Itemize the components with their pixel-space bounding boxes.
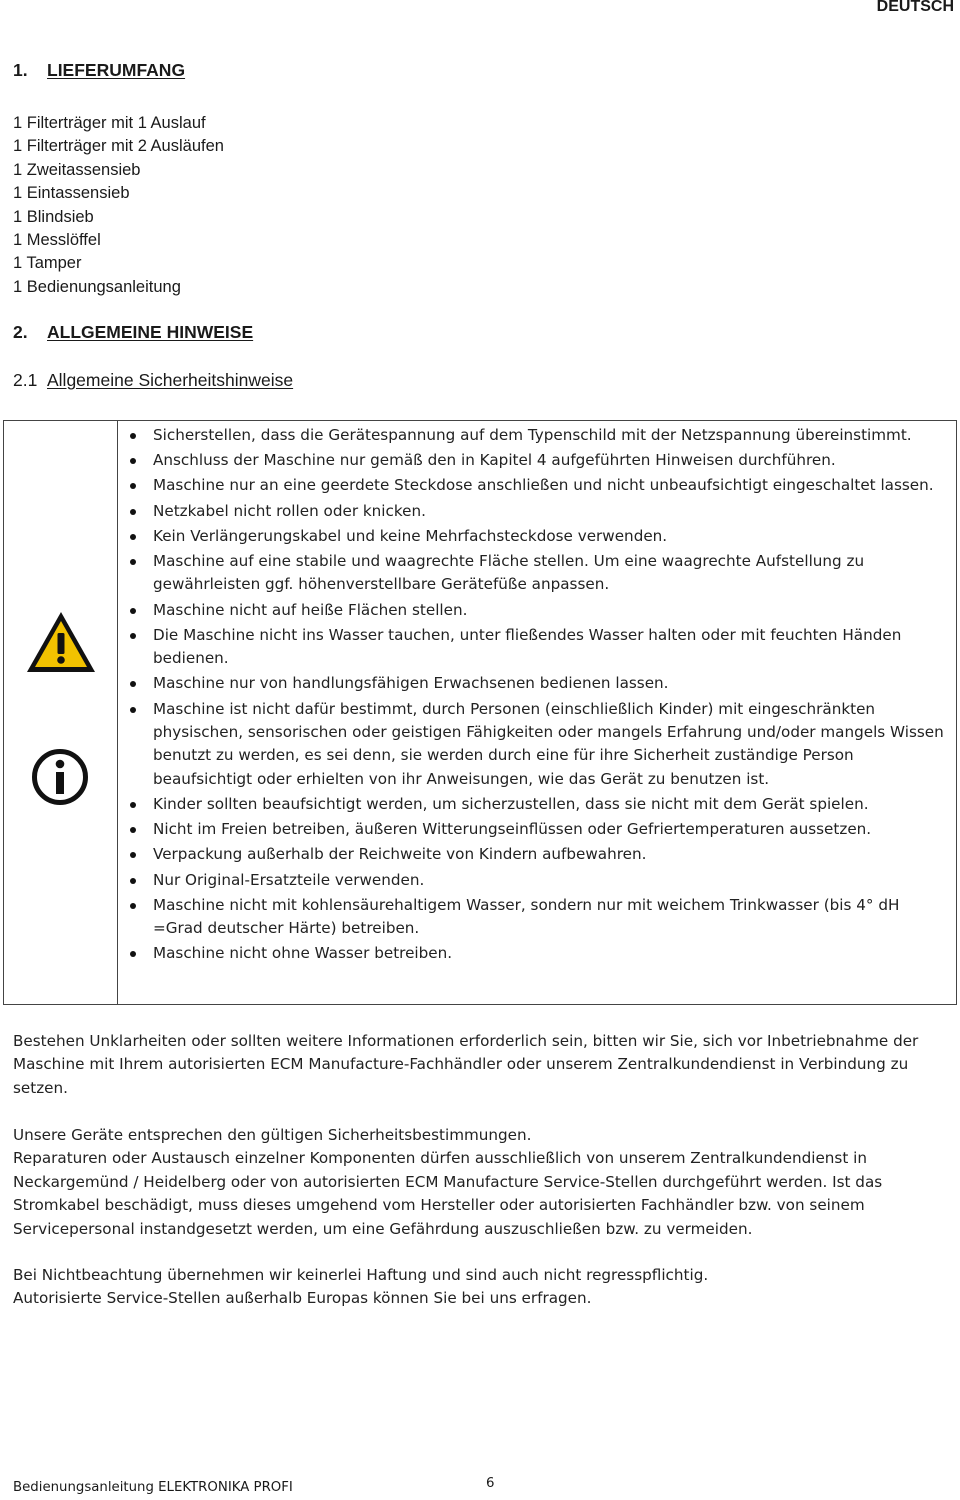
list-item: 1 Blindsieb: [13, 207, 94, 226]
bullet-dot: [130, 509, 136, 515]
safety-bullet: Kein Verlängerungskabel und keine Mehrfachsteckdose verwenden.: [128, 525, 950, 548]
section-2-number: 2.: [13, 322, 28, 342]
bullet-dot: [130, 608, 136, 614]
bullet-dot: [130, 903, 136, 909]
paragraph-line: Autorisierte Service-Stellen außerhalb Europas können Sie bei uns erfragen.: [13, 1289, 592, 1308]
info-circle-icon: [31, 748, 89, 806]
section-1-number: 1.: [13, 60, 28, 80]
safety-bullet: Die Maschine nicht ins Wasser tauchen, unter fließendes Wasser halten oder mit feuchten Händen bedienen.: [128, 624, 950, 671]
bullet-dot: [130, 458, 136, 464]
safety-bullet: Nicht im Freien betreiben, äußeren Witterungseinflüssen oder Gefriertemperaturen aussetzen.: [128, 818, 950, 841]
safety-bullet: Maschine ist nicht dafür bestimmt, durch Personen (einschließlich Kinder) mit eingeschränkten physischen, sensorischen oder geistigen Fähigkeiten oder mangels Erfahrung und/oder mangels Wissen benutzt zu werden, es sei denn, sie werden durch eine für ihre Sicherheit zuständige Person beaufsichtigt oder erhielten von ihr Anweisungen, wie das Gerät zu benutzen ist.: [128, 698, 950, 792]
safety-box-divider: [117, 420, 118, 1005]
section-2-title: ALLGEMEINE HINWEISE: [47, 322, 254, 342]
list-item: 1 Eintassensieb: [13, 184, 130, 203]
paragraph-line: Reparaturen oder Austausch einzelner Komponenten dürfen ausschließlich von unserem Zentralkundendienst in Neckargemünd / Heidelberg oder von autorisierten ECM Manufacture Service-Stellen durchgeführt werden. Ist das Stromkabel beschädigt, muss dieses umgehend vom Hersteller oder autorisierten Fachhändler bzw. von seinem Servicepersonal instandgesetzt werden, um eine Gefährdung auszuschließen bzw. zu vermeiden.: [13, 1149, 883, 1238]
section-1-title: LIEFERUMFANG: [47, 60, 186, 80]
bullet-dot: [130, 633, 136, 639]
info-paragraph: Bestehen Unklarheiten oder sollten weitere Informationen erforderlich sein, bitten wir Sie, sich vor Inbetriebnahme der Maschine mit Ihrem autorisierten ECM Manufacture-Fachhändler oder unserem Zentralkundendienst in Verbindung zu setzen.: [13, 1032, 919, 1097]
safety-bullet: Maschine nicht auf heiße Flächen stellen.: [128, 599, 950, 622]
safety-bullet-list: [128, 424, 950, 968]
bullet-dot: [130, 559, 136, 565]
paragraph-line: Bei Nichtbeachtung übernehmen wir keinerlei Haftung und sind auch nicht regresspflichtig.: [13, 1266, 709, 1284]
bullet-dot: [130, 827, 136, 833]
page-number: 6: [486, 1476, 495, 1491]
safety-bullet: Maschine auf eine stabile und waagrechte Fläche stellen. Um eine waagrechte Aufstellung zu gewährleisten ggf. höhenverstellbare Gerätefüße anpassen.: [128, 550, 950, 597]
list-item: 1 Tamper: [13, 254, 82, 273]
bullet-dot: [130, 483, 136, 489]
list-item: 1 Bedienungsanleitung: [13, 277, 181, 296]
language-label: DEUTSCH: [876, 0, 954, 15]
section-2-1-heading: [13, 370, 293, 391]
safety-bullet: Maschine nur von handlungsfähigen Erwachsenen bedienen lassen.: [128, 672, 950, 695]
safety-bullet: Nur Original-Ersatzteile verwenden.: [128, 869, 950, 892]
list-item: 1 Messlöffel: [13, 231, 101, 250]
safety-bullet: Maschine nicht mit kohlensäurehaltigem Wasser, sondern nur mit weichem Trinkwasser (bis 4° dH =Grad deutscher Härte) betreiben.: [128, 894, 950, 941]
bullet-dot: [130, 802, 136, 808]
bullet-dot: [130, 852, 136, 858]
bullet-dot: [130, 534, 136, 540]
bullet-dot: [130, 951, 136, 957]
section-2-1-title: Allgemeine Sicherheitshinweise: [47, 370, 294, 390]
safety-bullet: Sicherstellen, dass die Gerätespannung auf dem Typenschild mit der Netzspannung übereinstimmt.: [128, 424, 950, 447]
section-2-heading: [13, 322, 253, 343]
liability-paragraph: [13, 1264, 948, 1311]
repair-paragraph: [13, 1124, 948, 1241]
footer-manual-title: Bedienungsanleitung ELEKTRONIKA PROFI: [13, 1480, 293, 1495]
bullet-dot: [130, 681, 136, 687]
bullet-dot: [130, 433, 136, 439]
warning-triangle-icon: [24, 609, 98, 675]
safety-bullet: Kinder sollten beaufsichtigt werden, um sicherzustellen, dass sie nicht mit dem Gerät spielen.: [128, 793, 950, 816]
bullet-dot: [130, 878, 136, 884]
section-2-1-number: 2.1: [13, 370, 38, 390]
paragraph-line: Unsere Geräte entsprechen den gültigen Sicherheitsbestimmungen.: [13, 1126, 532, 1144]
list-item: 1 Zweitassensieb: [13, 160, 141, 179]
safety-bullet: Maschine nicht ohne Wasser betreiben.: [128, 942, 950, 965]
safety-bullet: Netzkabel nicht rollen oder knicken.: [128, 500, 950, 523]
safety-bullet: Anschluss der Maschine nur gemäß den in Kapitel 4 aufgeführten Hinweisen durchführen.: [128, 449, 950, 472]
section-1-heading: [13, 60, 185, 81]
safety-bullet: Maschine nur an eine geerdete Steckdose anschließen und nicht unbeaufsichtigt eingeschaltet lassen.: [128, 474, 950, 497]
list-item: 1 Filterträger mit 1 Auslauf: [13, 114, 206, 132]
list-item: 1 Filterträger mit 2 Ausläufen: [13, 137, 224, 156]
delivery-list: [13, 112, 224, 299]
bullet-dot: [130, 707, 136, 713]
safety-bullet: Verpackung außerhalb der Reichweite von Kindern aufbewahren.: [128, 843, 950, 866]
